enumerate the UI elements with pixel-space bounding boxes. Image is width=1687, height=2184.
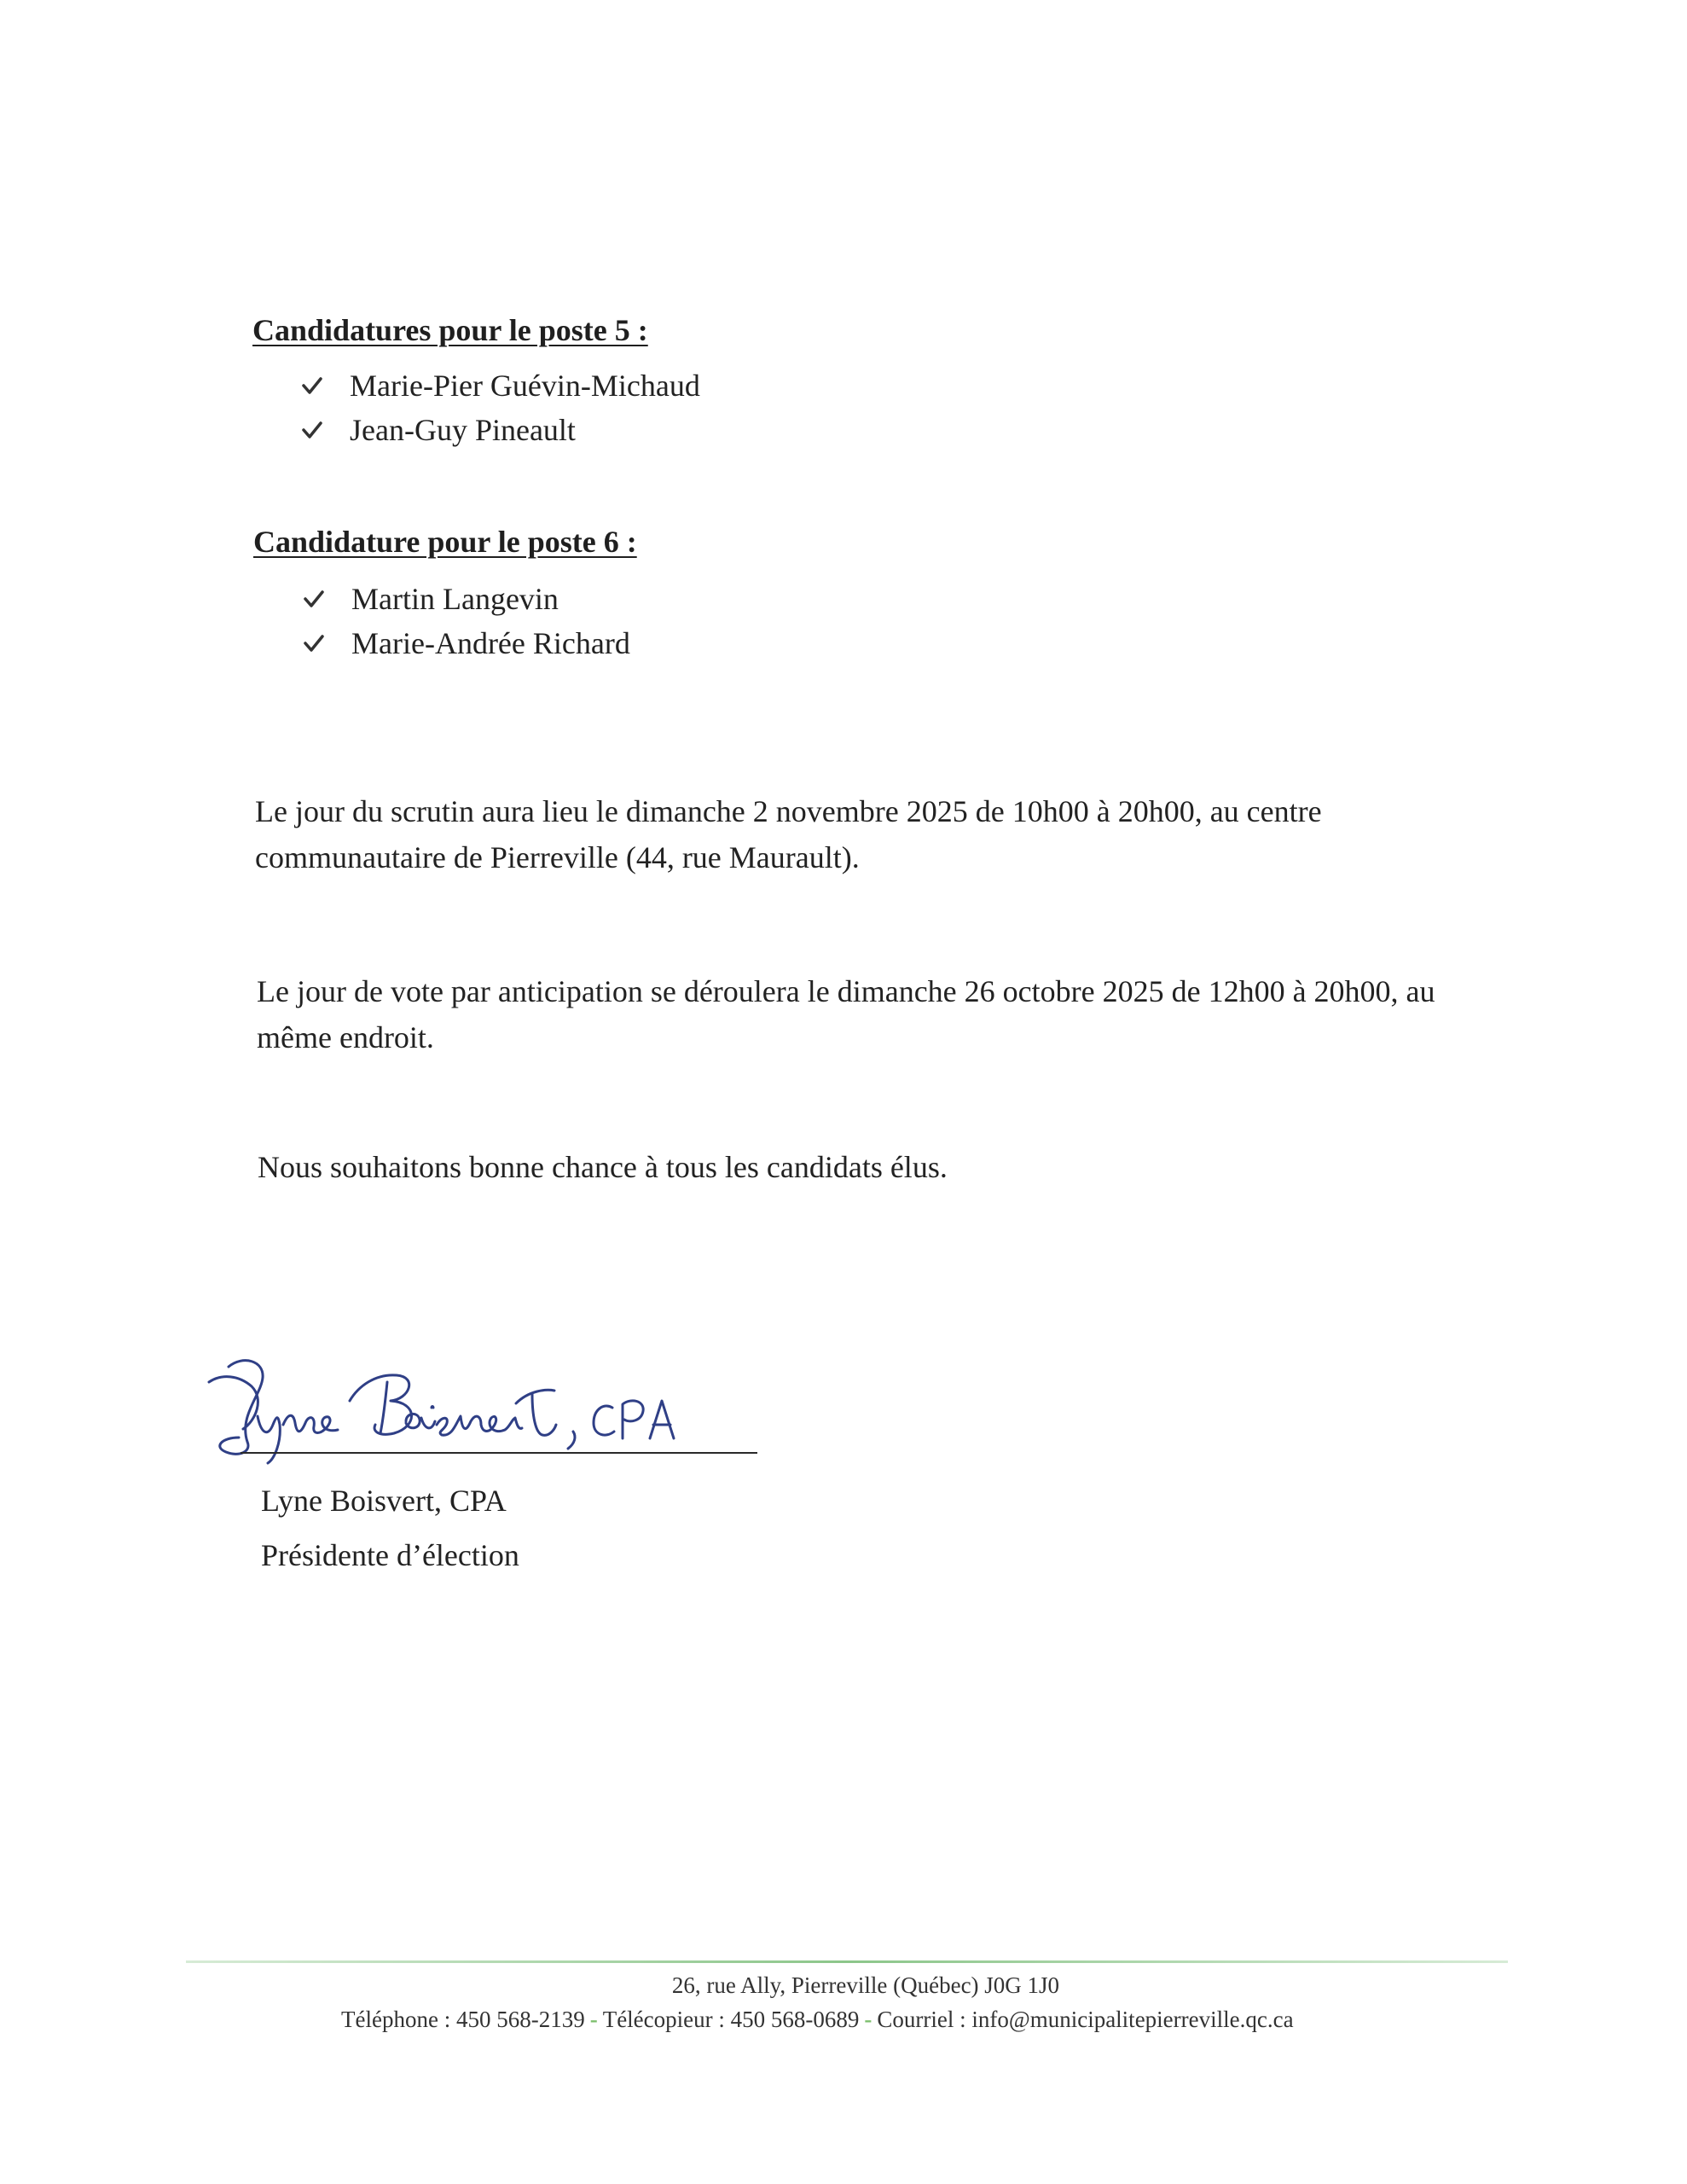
handwritten-signature <box>205 1356 768 1467</box>
scrutin-paragraph: Le jour du scrutin aura lieu le dimanche 2 novembre 2025 de 10h00 à 20h00, au centre communautaire de Pierreville (44, rue Maurault). <box>255 794 1322 874</box>
footer-fax: Télécopieur : 450 568-0689 <box>602 2007 860 2032</box>
list-item <box>351 577 630 621</box>
signature-line <box>241 1452 757 1454</box>
footer-separator: - <box>864 2007 872 2032</box>
candidate-list-poste-6 <box>351 577 630 665</box>
footer-divider <box>186 1960 1508 1963</box>
check-icon <box>304 621 326 665</box>
footer-address: 26, rue Ally, Pierreville (Québec) J0G 1J0 <box>671 1972 1060 1998</box>
check-icon <box>304 577 326 621</box>
anticipation-paragraph: Le jour de vote par anticipation se déroulera le dimanche 26 octobre 2025 de 12h00 à 20h00, au même endroit. <box>257 974 1435 1054</box>
signatory-name: Lyne Boisvert, CPA <box>261 1484 507 1518</box>
closing-paragraph: Nous souhaitons bonne chance à tous les candidats élus. <box>258 1150 948 1184</box>
heading-poste-5: Candidatures pour le poste 5 : <box>252 313 648 347</box>
heading-poste-6: Candidature pour le poste 6 : <box>253 525 637 559</box>
footer-email: Courriel : info@municipalitepierreville.qc.ca <box>877 2007 1294 2032</box>
check-icon <box>302 363 324 408</box>
candidate-name: Marie-Andrée Richard <box>351 626 630 660</box>
footer-contact <box>341 2007 1294 2033</box>
signatory-title: Présidente d’élection <box>261 1538 519 1572</box>
list-item <box>350 363 700 408</box>
footer-separator: - <box>589 2007 598 2032</box>
footer-phone: Téléphone : 450 568-2139 <box>341 2007 585 2032</box>
list-item <box>351 621 630 665</box>
candidate-list-poste-5 <box>350 363 700 452</box>
check-icon <box>302 408 324 452</box>
candidate-name: Jean-Guy Pineault <box>350 413 576 447</box>
list-item <box>350 408 700 452</box>
candidate-name: Marie-Pier Guévin-Michaud <box>350 369 700 403</box>
candidate-name: Martin Langevin <box>351 582 559 616</box>
